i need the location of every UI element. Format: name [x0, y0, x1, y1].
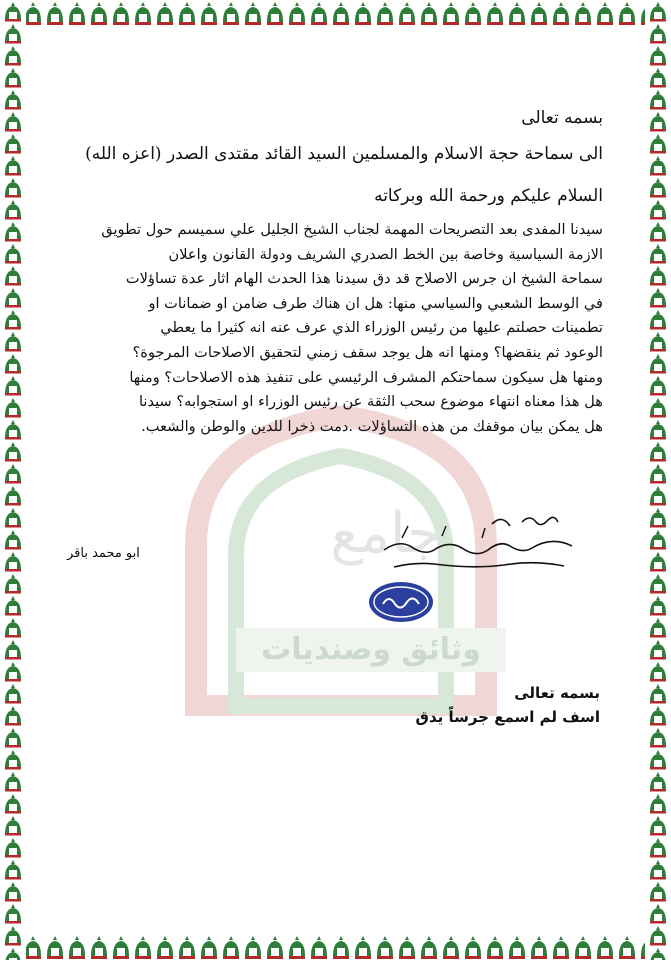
decorative-border-left [0, 0, 26, 960]
letter-addressee: الى سماحة حجة الاسلام والمسلمين السيد القائد مقتدى الصدر (اعزه الله) [85, 144, 603, 164]
letter-body-line: الازمة السياسية وخاصة بين الخط الصدري الشريف ودولة القانون واعلان [168, 245, 603, 263]
letter-body-line: الوعود ثم ينقضها؟ ومنها انه هل يوجد سقف زمني لتحقيق الاصلاحات المرجوة؟ [132, 343, 603, 361]
decorative-border-bottom [0, 934, 671, 960]
letter-body-line: سيدنا المفدى بعد التصريحات المهمة لجناب الشيخ الجليل علي سميسم حول تطويق [101, 221, 603, 238]
reply-text: اسف لم اسمع جرساً يدق [415, 708, 600, 726]
handwritten-reply-scribble [332, 508, 592, 572]
letter-body-line: تطمينات حصلتم عليها من رئيس الوزراء الذي عرف عنه انه كثيرا ما يعطي [160, 319, 603, 337]
reply-opening: بسمه تعالى [514, 684, 600, 702]
letter-sheet [26, 26, 645, 934]
letter-body [57, 218, 603, 439]
letter-content [26, 26, 645, 934]
letter-body-line: هل هذا معناه انتهاء موضوع سحب الثقة عن رئيس الوزراء او استجوابه؟ سيدنا [138, 393, 603, 411]
letter-signature-name: ابو محمد باقر [67, 546, 140, 561]
letter-opening: بسمه تعالى [521, 108, 603, 128]
letter-body-line: ومنها هل سيكون سماحتكم المشرف الرئيسي على تنفيذ هذه الاصلاحات؟ ومنها [129, 368, 603, 386]
decorative-border-top [0, 0, 671, 26]
watermark-main-text: جامع [330, 501, 442, 566]
watermark-sub-text: وثائق وصنديات [236, 628, 506, 672]
letter-body-line: في الوسط الشعبي والسياسي منها: هل ان هناك طرف ضامن او ضمانات او [148, 294, 603, 312]
blue-seal-stamp [367, 580, 435, 624]
letter-body-line: سماحة الشيخ ان جرس الاصلاح قد دق سيدنا هذا الحدث الهام اثار عدة تساؤلات [125, 270, 603, 288]
letter-greeting: السلام عليكم ورحمة الله وبركاته [374, 186, 603, 206]
letter-body-line: هل يمكن بيان موقفك من هذه التساؤلات .دمت ذخرا للدين والوطن والشعب. [141, 417, 603, 435]
decorative-border-right [645, 0, 671, 960]
